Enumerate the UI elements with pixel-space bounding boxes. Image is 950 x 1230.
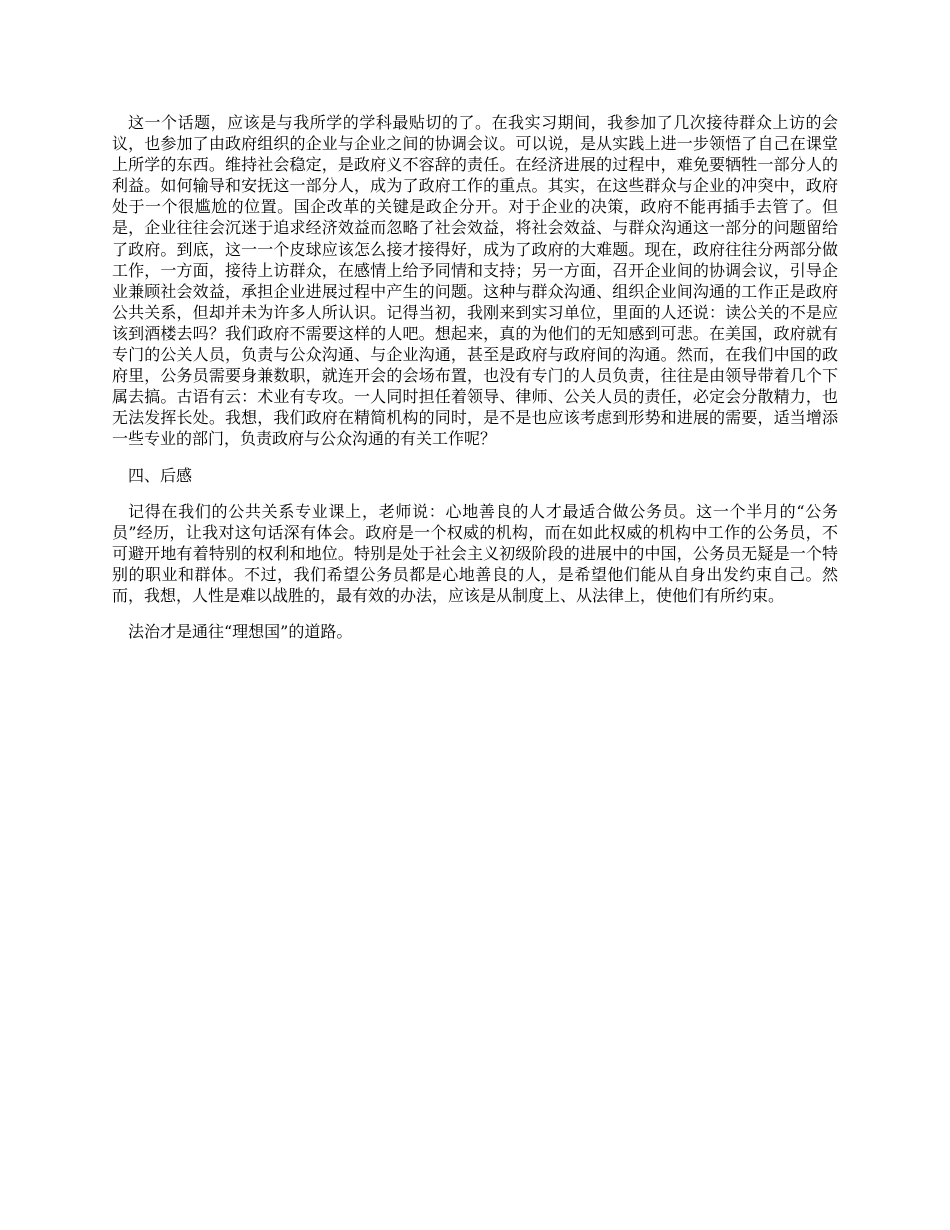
body-paragraph-2: 记得在我们的公共关系专业课上，老师说：心地善良的人才最适合做公务员。这一个半月的“公务员”经历，让我对这句话深有体会。政府是一个权威的机构，而在如此权威的机构中工作的公务员，不可避开地有着特别的权利和地位。特别是处于社会主义初级阶段的进展中的中国，公务员无疑是一个特别的职业和群体。不过，我们希望公务员都是心地善良的人，是希望他们能从自身出发约束自己。然而，我想，人性是难以战胜的，最有效的办法，应该是从制度上、从法律上，使他们有所约束。 — [112, 501, 838, 605]
section-heading: 四、后感 — [128, 465, 193, 485]
body-paragraph-1: 这一个话题，应该是与我所学的学科最贴切的了。在我实习期间，我参加了几次接待群众上访的会议，也参加了由政府组织的企业与企业之间的协调会议。可以说，是从实践上进一步领悟了自己在课堂上所学的东西。维持社会稳定，是政府义不容辞的责任。在经济进展的过程中，难免要牺牲一部分人的利益。如何输导和安抚这一部分人，成为了政府工作的重点。其实，在这些群众与企业的冲突中，政府处于一个很尴尬的位置。国企改革的关键是政企分开。对于企业的决策，政府不能再插手去管了。但是，企业往往会沉迷于追求经济效益而忽略了社会效益，将社会效益、与群众沟通这一部分的问题留给了政府。到底，这一一个皮球应该怎么接才接得好，成为了政府的大难题。现在，政府往往分两部分做工作，一方面，接待上访群众，在感情上给予同情和支持；另一方面，召开企业间的协调会议，引导企业兼顾社会效益，承担企业进展过程中产生的问题。这种与群众沟通、组织企业间沟通的工作正是政府公共关系，但却并未为许多人所认识。记得当初，我刚来到实习单位，里面的人还说：读公关的不是应该到酒楼去吗？我们政府不需要这样的人吧。想起来，真的为他们的无知感到可悲。在美国，政府就有专门的公关人员，负责与公众沟通、与企业沟通，甚至是政府与政府间的沟通。然而，在我们中国的政府里，公务员需要身兼数职，就连开会的会场布置，也没有专门的人员负责，往往是由领导带着几个下属去搞。古语有云：术业有专攻。一人同时担任着领导、律师、公关人员的责任，必定会分散精力，也无法发挥长处。我想，我们政府在精简机构的同时，是不是也应该考虑到形势和进展的需要，适当增添一些专业的部门，负责政府与公众沟通的有关工作呢？ — [112, 113, 838, 449]
document-body — [112, 112, 838, 657]
body-paragraph-3: 法治才是通往“理想国”的道路。 — [128, 622, 353, 642]
